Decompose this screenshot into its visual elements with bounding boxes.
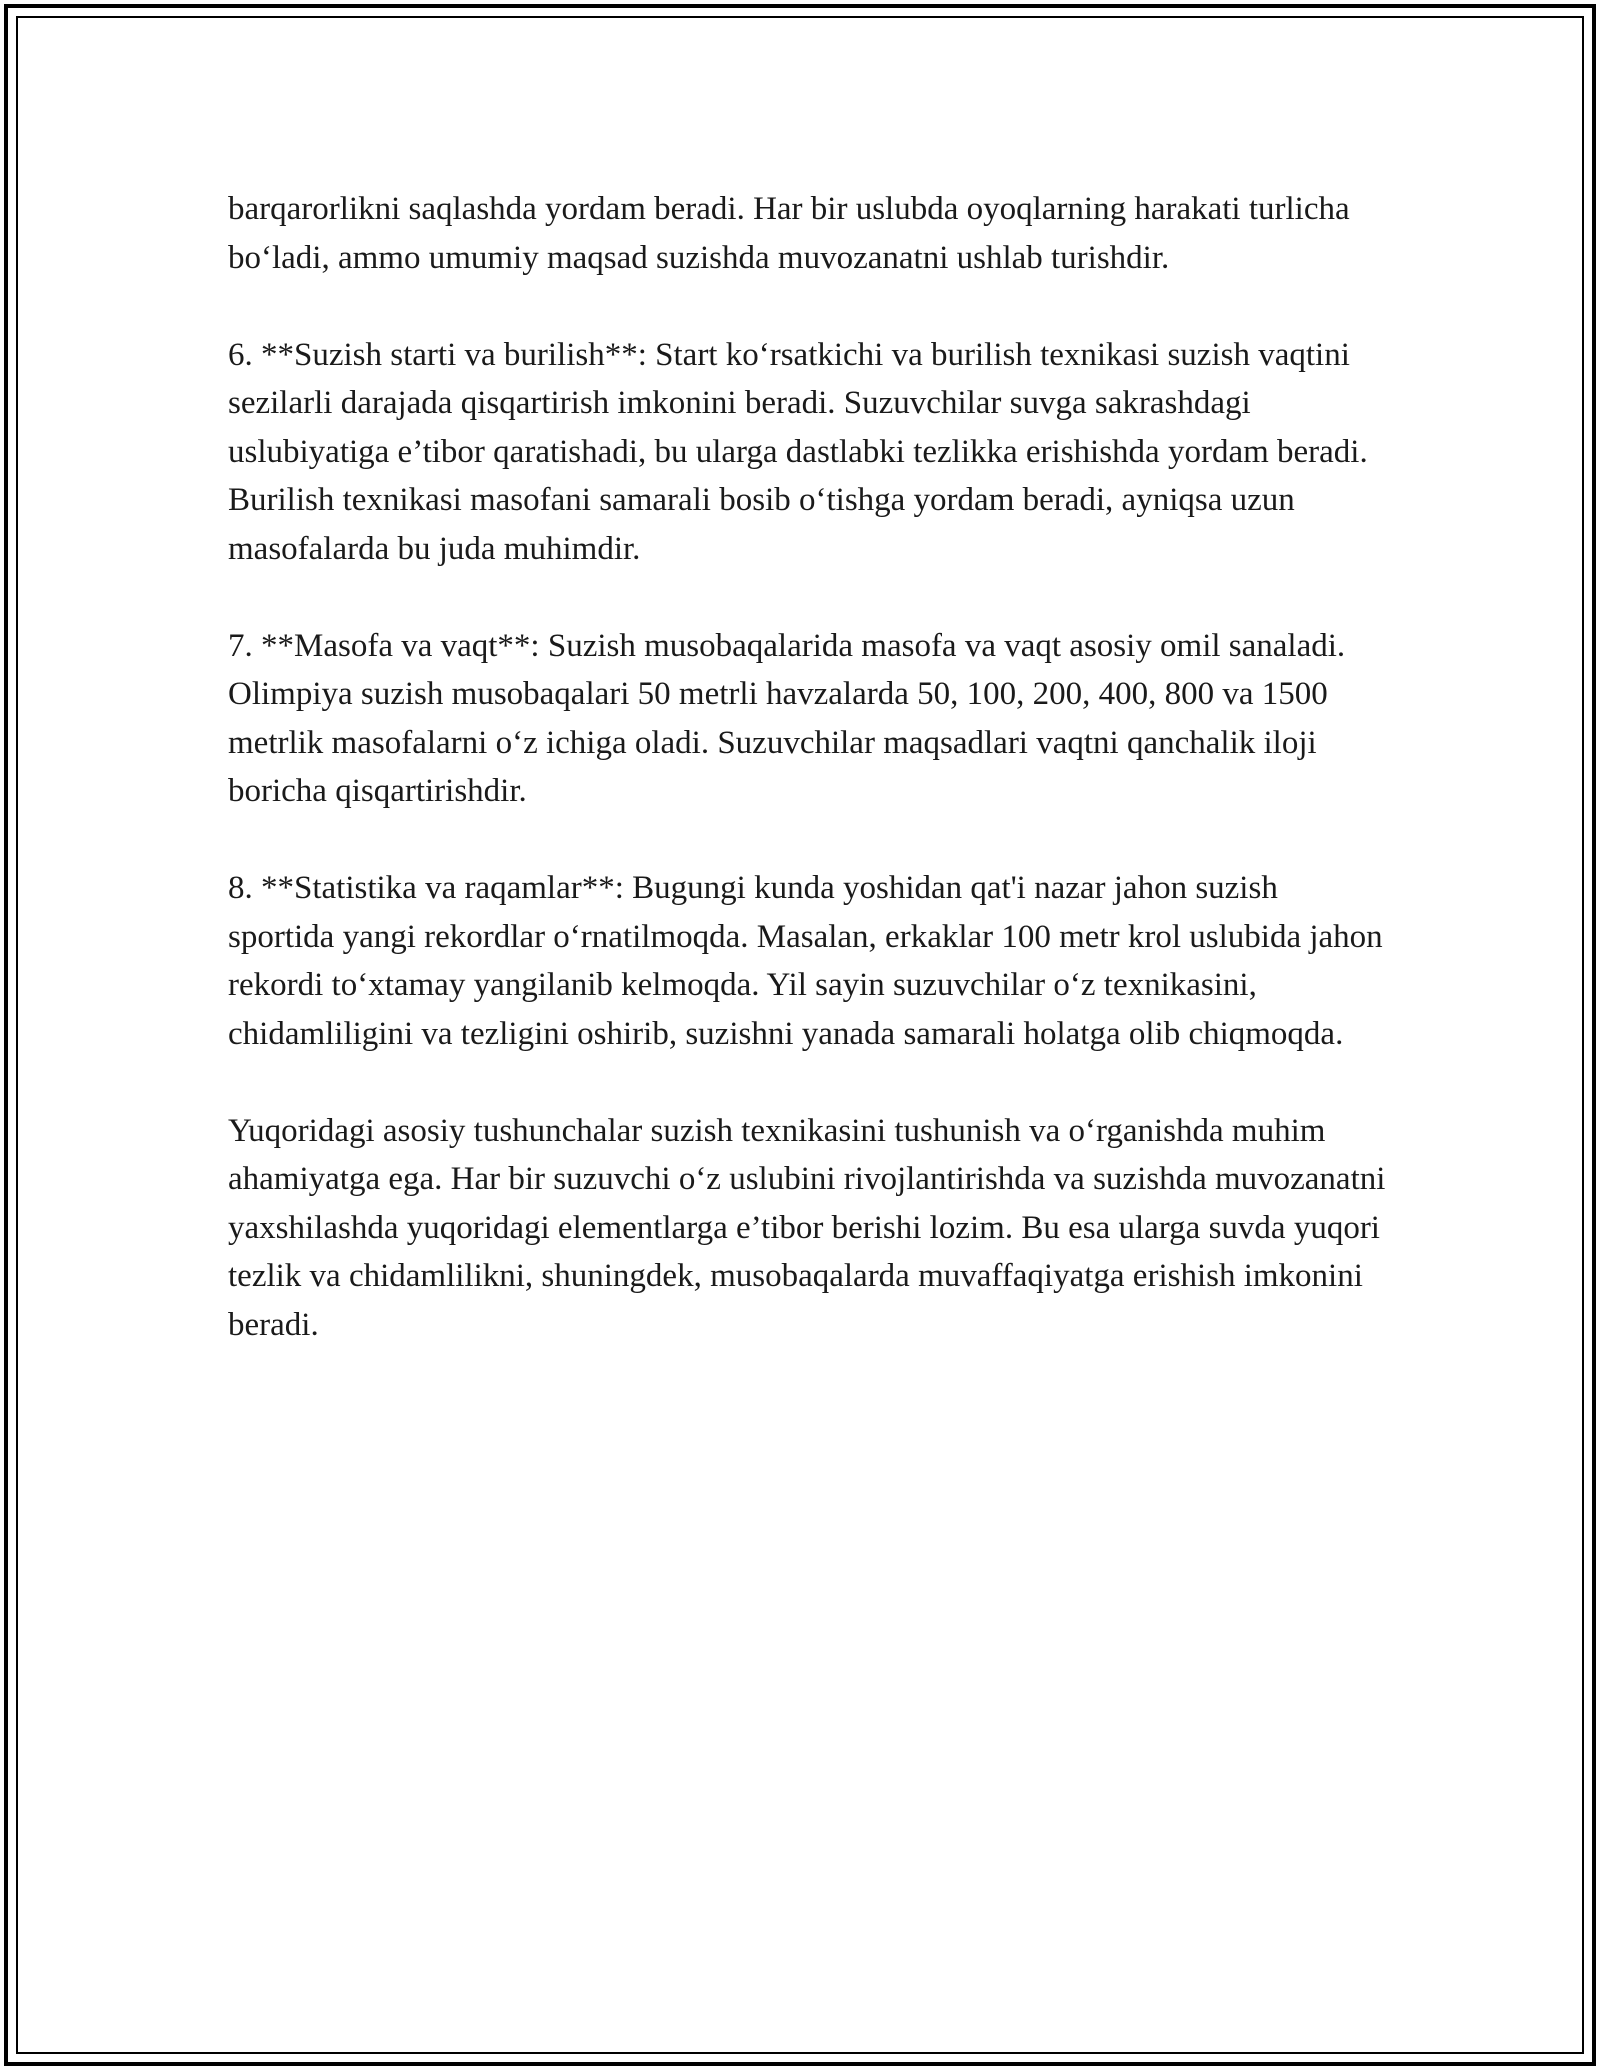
paragraph-statistics: 8. **Statistika va raqamlar**: Bugungi kunda yoshidan qat'i nazar jahon suzish sportida yangi rekordlar o‘rnatilmoqda. Masalan, erkaklar 100 metr krol uslubida jahon rekordi to‘xtamay yangilanib kelmoqda. Yil sayin suzuvchilar o‘z texnikasini, chidamliligini va tezligini oshirib, suzishni yanada samarali holatga olib chiqmoqda. [228,870,1383,1052]
paragraph-intro-continuation: barqarorlikni saqlashda yordam beradi. Har bir uslubda oyoqlarning harakati turlicha bo‘ladi, ammo umumiy maqsad suzishda muvozanatni ushlab turishdir. [228,191,1350,276]
paragraph-conclusion: Yuqoridagi asosiy tushunchalar suzish texnikasini tushunish va o‘rganishda muhim ahamiyatga ega. Har bir suzuvchi o‘z uslubini rivojlantirishda va suzishda muvozanatni yaxshilashda yuqoridagi elementlarga e’tibor berishi lozim. Bu esa ularga suvda yuqori tezlik va chidamlilikni, shuningdek, musobaqalarda muvaffaqiyatga erishish imkonini beradi. [228,1112,1386,1343]
paragraph-start-and-turn: 6. **Suzish starti va burilish**: Start ko‘rsatkichi va burilish texnikasi suzish vaqtini sezilarli darajada qisqartirish imkonini beradi. Suzuvchilar suvga sakrashdagi uslubiyatiga e’tibor qaratishadi, bu ularga dastlabki tezlikka erishishda yordam beradi. Burilish texnikasi masofani samarali bosib o‘tishga yordam beradi, ayniqsa uzun masofalarda bu juda muhimdir. [228,336,1368,567]
document-body [228,185,1388,1349]
paragraph-distance-and-time: 7. **Masofa va vaqt**: Suzish musobaqalarida masofa va vaqt asosiy omil sanaladi. Olimpiya suzish musobaqalari 50 metrli havzalarda 50, 100, 200, 400, 800 va 1500 metrlik masofalarni o‘z ichiga oladi. Suzuvchilar maqsadlari vaqtni qanchalik iloji boricha qisqartirishdir. [228,627,1346,809]
